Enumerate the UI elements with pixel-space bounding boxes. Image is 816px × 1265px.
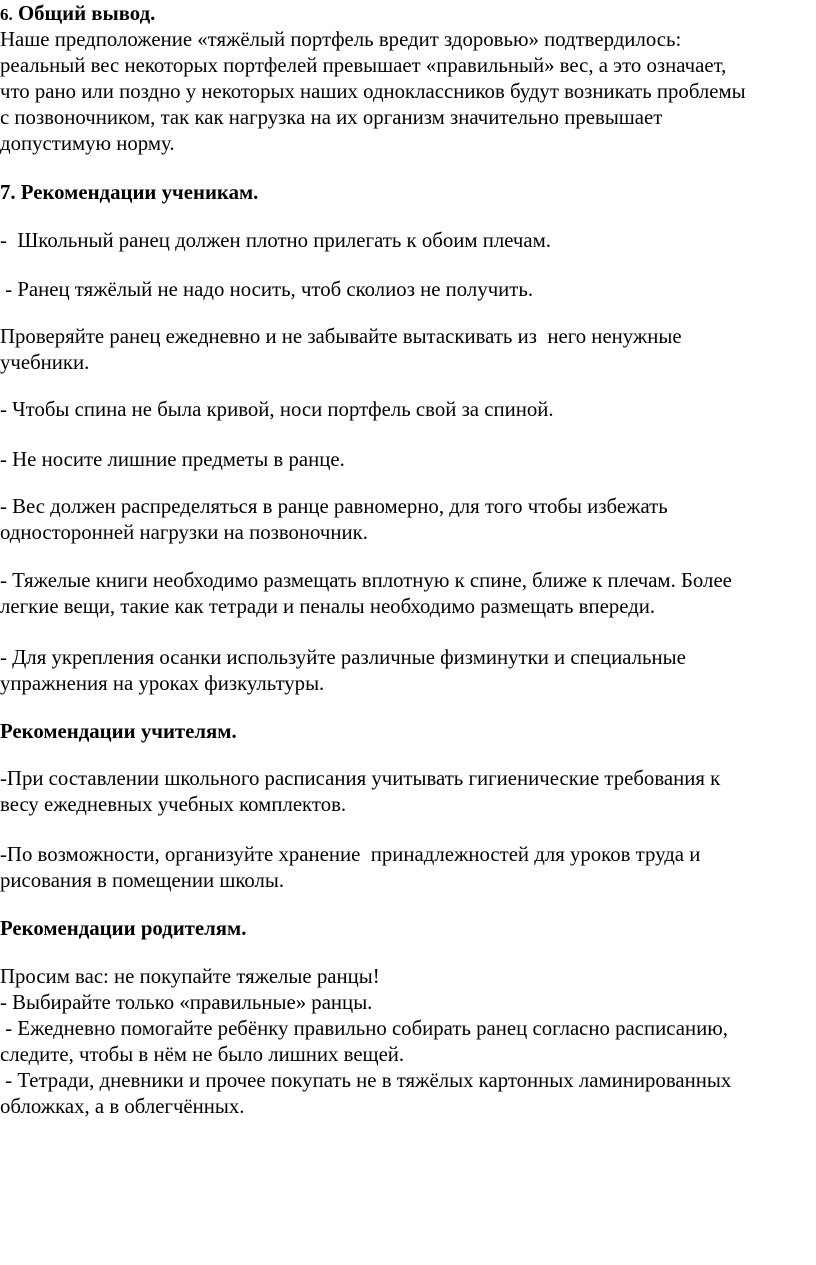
student-recommendation-6 xyxy=(0,494,816,546)
recommendation-line: - Для укрепления осанки используйте различные физминутки и специальные xyxy=(0,646,686,669)
student-recommendation-1 xyxy=(0,228,816,254)
parents-recommendations xyxy=(0,964,816,1120)
recommendation-line: -При составлении школьного расписания учитывать гигиенические требования к xyxy=(0,767,721,790)
recommendation-line: учебники. xyxy=(0,351,90,374)
paragraph-line: реальный вес некоторых портфелей превышает «правильный» вес, а это означает, xyxy=(0,54,727,77)
recommendation-line: - Тетради, дневники и прочее покупать не в тяжёлых картонных ламинированных xyxy=(0,1069,732,1092)
section-7-heading: 7. Рекомендации ученикам. xyxy=(0,181,259,204)
recommendation-line: - Школьный ранец должен плотно прилегать к обоим плечам. xyxy=(0,229,551,252)
student-recommendation-8 xyxy=(0,645,816,697)
student-recommendation-4 xyxy=(0,397,816,423)
recommendation-line: - Тяжелые книги необходимо размещать вплотную к спине, ближе к плечам. Более xyxy=(0,569,732,592)
recommendation-line: следите, чтобы в нём не было лишних вещей. xyxy=(0,1043,405,1066)
parents-heading-block xyxy=(0,916,816,942)
parents-heading: Рекомендации родителям. xyxy=(0,917,247,940)
recommendation-line: легкие вещи, такие как тетради и пеналы необходимо размещать впереди. xyxy=(0,595,656,618)
recommendation-line: - Ранец тяжёлый не надо носить, чтоб сколиоз не получить. xyxy=(0,278,534,301)
paragraph-line: что рано или поздно у некоторых наших одноклассников будут возникать проблемы xyxy=(0,80,746,103)
student-recommendation-3 xyxy=(0,324,816,376)
recommendation-line: односторонней нагрузки на позвоночник. xyxy=(0,521,368,544)
recommendation-line: Просим вас: не покупайте тяжелые ранцы! xyxy=(0,965,380,988)
teachers-heading-block xyxy=(0,719,816,745)
recommendation-line: упражнения на уроках физкультуры. xyxy=(0,672,325,695)
section-6-number: 6. xyxy=(0,5,13,24)
recommendation-line: Проверяйте ранец ежедневно и не забывайте вытаскивать из него ненужные xyxy=(0,325,682,348)
teacher-recommendation-2 xyxy=(0,842,816,894)
recommendation-line: обложках, а в облегчённых. xyxy=(0,1095,245,1118)
paragraph-line: с позвоночником, так как нагрузка на их организм значительно превышает xyxy=(0,106,663,129)
recommendation-line: - Вес должен распределяться в ранце равномерно, для того чтобы избежать xyxy=(0,495,668,518)
recommendation-line: -По возможности, организуйте хранение принадлежностей для уроков труда и xyxy=(0,843,701,866)
student-recommendation-2 xyxy=(0,277,816,303)
section-6-heading xyxy=(0,1,816,27)
student-recommendation-7 xyxy=(0,568,816,620)
section-6-title: Общий вывод. xyxy=(17,2,156,25)
recommendation-line: - Выбирайте только «правильные» ранцы. xyxy=(0,991,373,1014)
student-recommendation-5 xyxy=(0,447,816,473)
recommendation-line: рисования в помещении школы. xyxy=(0,869,285,892)
recommendation-line: - Чтобы спина не была кривой, носи портфель свой за спиной. xyxy=(0,398,554,421)
teachers-heading: Рекомендации учителям. xyxy=(0,720,237,743)
recommendation-line: - Не носите лишние предметы в ранце. xyxy=(0,448,345,471)
section-7-heading-block xyxy=(0,180,816,206)
recommendation-line: весу ежедневных учебных комплектов. xyxy=(0,793,347,816)
recommendation-line: - Ежедневно помогайте ребёнку правильно собирать ранец согласно расписанию, xyxy=(0,1017,728,1040)
teacher-recommendation-1 xyxy=(0,766,816,818)
paragraph-line: допустимую норму. xyxy=(0,132,175,155)
paragraph-line: Наше предположение «тяжёлый портфель вредит здоровью» подтвердилось: xyxy=(0,28,682,51)
section-6 xyxy=(0,1,816,157)
